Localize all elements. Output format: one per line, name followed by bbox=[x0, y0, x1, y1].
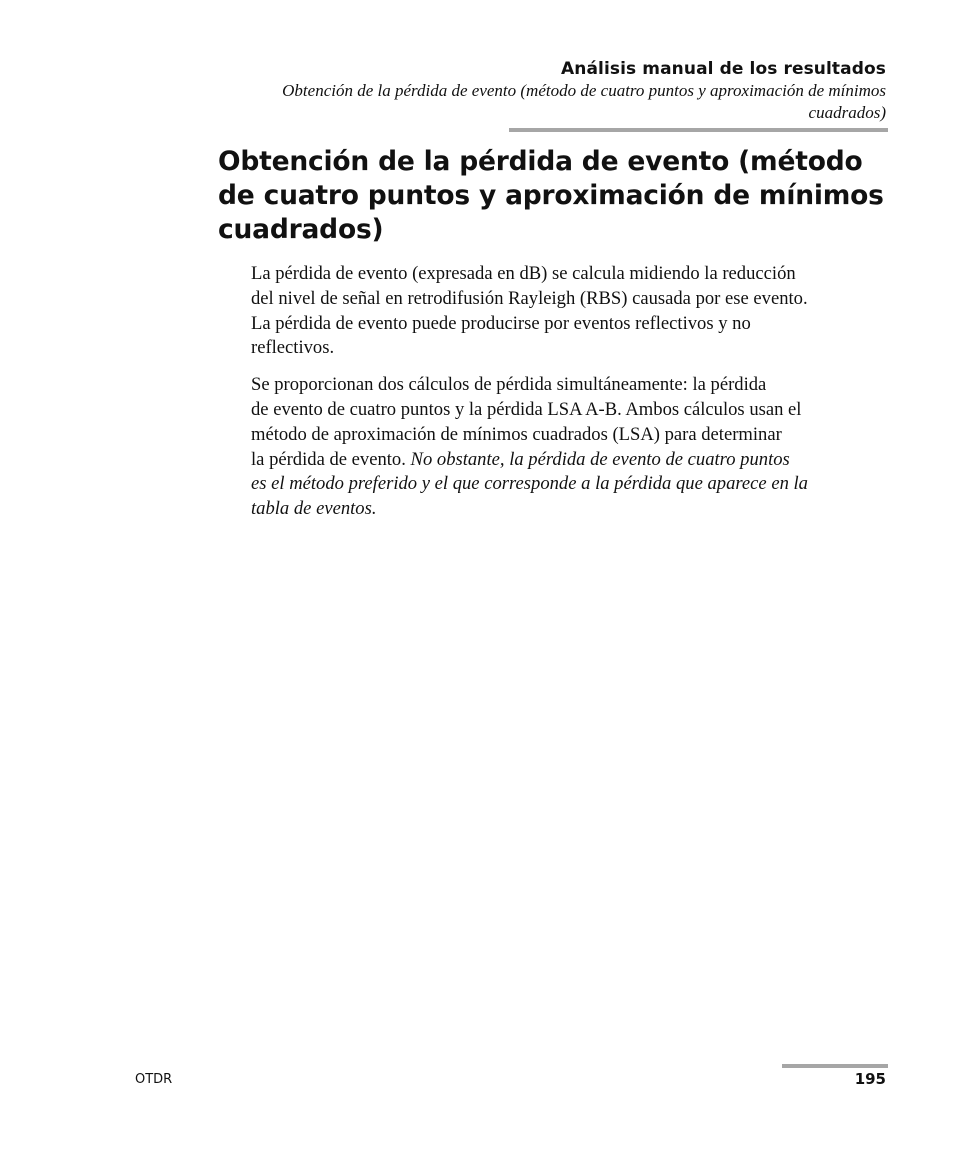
running-header-subtitle-line2: cuadrados) bbox=[808, 103, 886, 122]
footer-product: OTDR bbox=[135, 1072, 173, 1087]
section-title-line2: de cuatro puntos y aproximación de mínimos bbox=[218, 180, 884, 211]
p2-line4-regular: la pérdida de evento. bbox=[251, 448, 406, 470]
p1-line4: reflectivos. bbox=[251, 337, 335, 359]
p2-line4-italic: No obstante, la pérdida de evento de cuatro puntos bbox=[410, 448, 790, 470]
p2-line3: método de aproximación de mínimos cuadrados (LSA) para determinar bbox=[251, 423, 782, 445]
paragraph-2 bbox=[251, 373, 887, 522]
p2-line6: tabla de eventos. bbox=[251, 498, 377, 520]
footer-rule bbox=[782, 1064, 888, 1068]
p1-line2: del nivel de señal en retrodifusión Rayleigh (RBS) causada por ese evento. bbox=[251, 287, 808, 309]
p2-line5: es el método preferido y el que corresponde a la pérdida que aparece en la bbox=[251, 473, 808, 495]
paragraph-1 bbox=[251, 262, 887, 361]
section-title bbox=[218, 145, 898, 247]
header-rule bbox=[509, 128, 888, 132]
p2-line2: de evento de cuatro puntos y la pérdida LSA A-B. Ambos cálculos usan el bbox=[251, 398, 802, 420]
p1-line3: La pérdida de evento puede producirse por eventos reflectivos y no bbox=[251, 312, 751, 334]
section-title-line3: cuadrados) bbox=[218, 214, 384, 245]
section-title-line1: Obtención de la pérdida de evento (método bbox=[218, 146, 863, 177]
running-header-subtitle bbox=[180, 80, 886, 124]
p2-line1: Se proporcionan dos cálculos de pérdida simultáneamente: la pérdida bbox=[251, 374, 767, 396]
running-header bbox=[180, 58, 886, 124]
running-header-subtitle-line1: Obtención de la pérdida de evento (método de cuatro puntos y aproximación de mínimos bbox=[282, 81, 886, 100]
running-header-title: Análisis manual de los resultados bbox=[561, 59, 886, 79]
p1-line1: La pérdida de evento (expresada en dB) se calcula midiendo la reducción bbox=[251, 263, 796, 284]
page-number: 195 bbox=[854, 1070, 886, 1088]
body-text bbox=[251, 262, 887, 534]
